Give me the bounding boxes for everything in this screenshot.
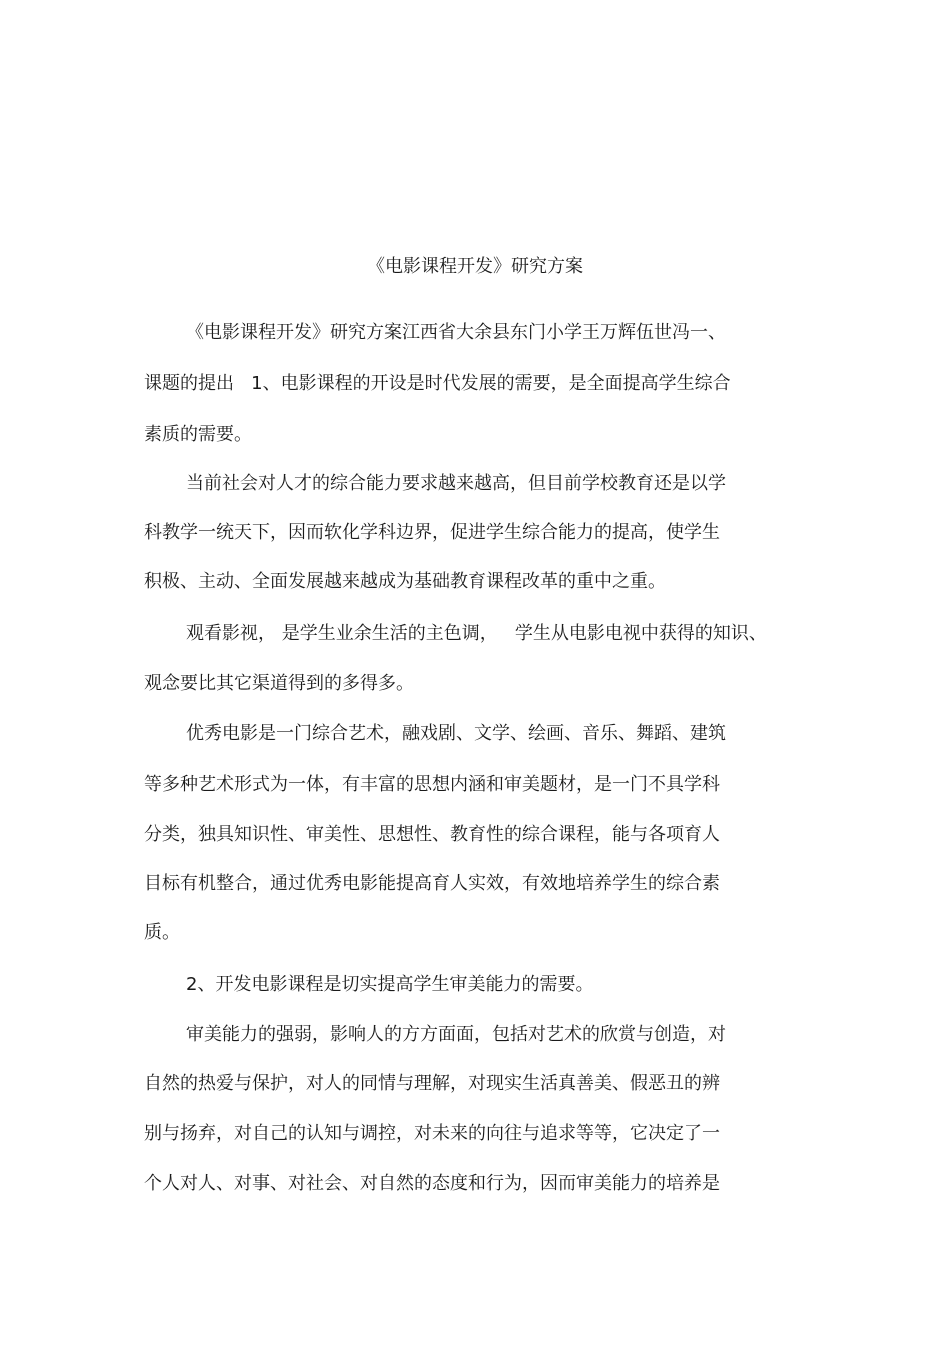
paragraph-line: 等多种艺术形式为一体，有丰富的思想内涵和审美题材，是一门不具学科 bbox=[144, 774, 720, 795]
paragraph-line: 个人对人、对事、对社会、对自然的态度和行为，因而审美能力的培养是 bbox=[144, 1173, 720, 1194]
paragraph-line: 2、开发电影课程是切实提高学生审美能力的需要。 bbox=[186, 974, 594, 995]
paragraph-line: 质。 bbox=[144, 922, 180, 943]
paragraph-line: 当前社会对人才的综合能力要求越来越高，但目前学校教育还是以学 bbox=[186, 473, 726, 494]
paragraph-line: 审美能力的强弱，影响人的方方面面，包括对艺术的欣赏与创造，对 bbox=[186, 1024, 726, 1045]
paragraph-line: 科教学一统天下，因而软化学科边界，促进学生综合能力的提高，使学生 bbox=[144, 522, 720, 543]
paragraph-line: 素质的需要。 bbox=[144, 424, 252, 445]
paragraph-line: 《电影课程开发》研究方案江西省大余县东门小学王万辉伍世冯一、 bbox=[186, 322, 726, 343]
paragraph-line: 课题的提出 1、电影课程的开设是时代发展的需要，是全面提高学生综合 bbox=[144, 373, 731, 394]
paragraph-line: 分类，独具知识性、审美性、思想性、教育性的综合课程，能与各项育人 bbox=[144, 824, 720, 845]
paragraph-line: 目标有机整合，通过优秀电影能提高育人实效，有效地培养学生的综合素 bbox=[144, 873, 720, 894]
document-title: 《电影课程开发》研究方案 bbox=[367, 256, 583, 277]
paragraph-line: 观看影视， 是学生业余生活的主色调， 学生从电影电视中获得的知识、 bbox=[186, 623, 767, 644]
paragraph-line: 观念要比其它渠道得到的多得多。 bbox=[144, 673, 414, 694]
paragraph-line: 积极、主动、全面发展越来越成为基础教育课程改革的重中之重。 bbox=[144, 571, 666, 592]
paragraph-line: 自然的热爱与保护，对人的同情与理解，对现实生活真善美、假恶丑的辨 bbox=[144, 1073, 720, 1094]
paragraph-line: 别与扬弃，对自己的认知与调控，对未来的向往与追求等等，它决定了一 bbox=[144, 1123, 720, 1144]
paragraph-line: 优秀电影是一门综合艺术，融戏剧、文学、绘画、音乐、舞蹈、建筑 bbox=[186, 723, 726, 744]
